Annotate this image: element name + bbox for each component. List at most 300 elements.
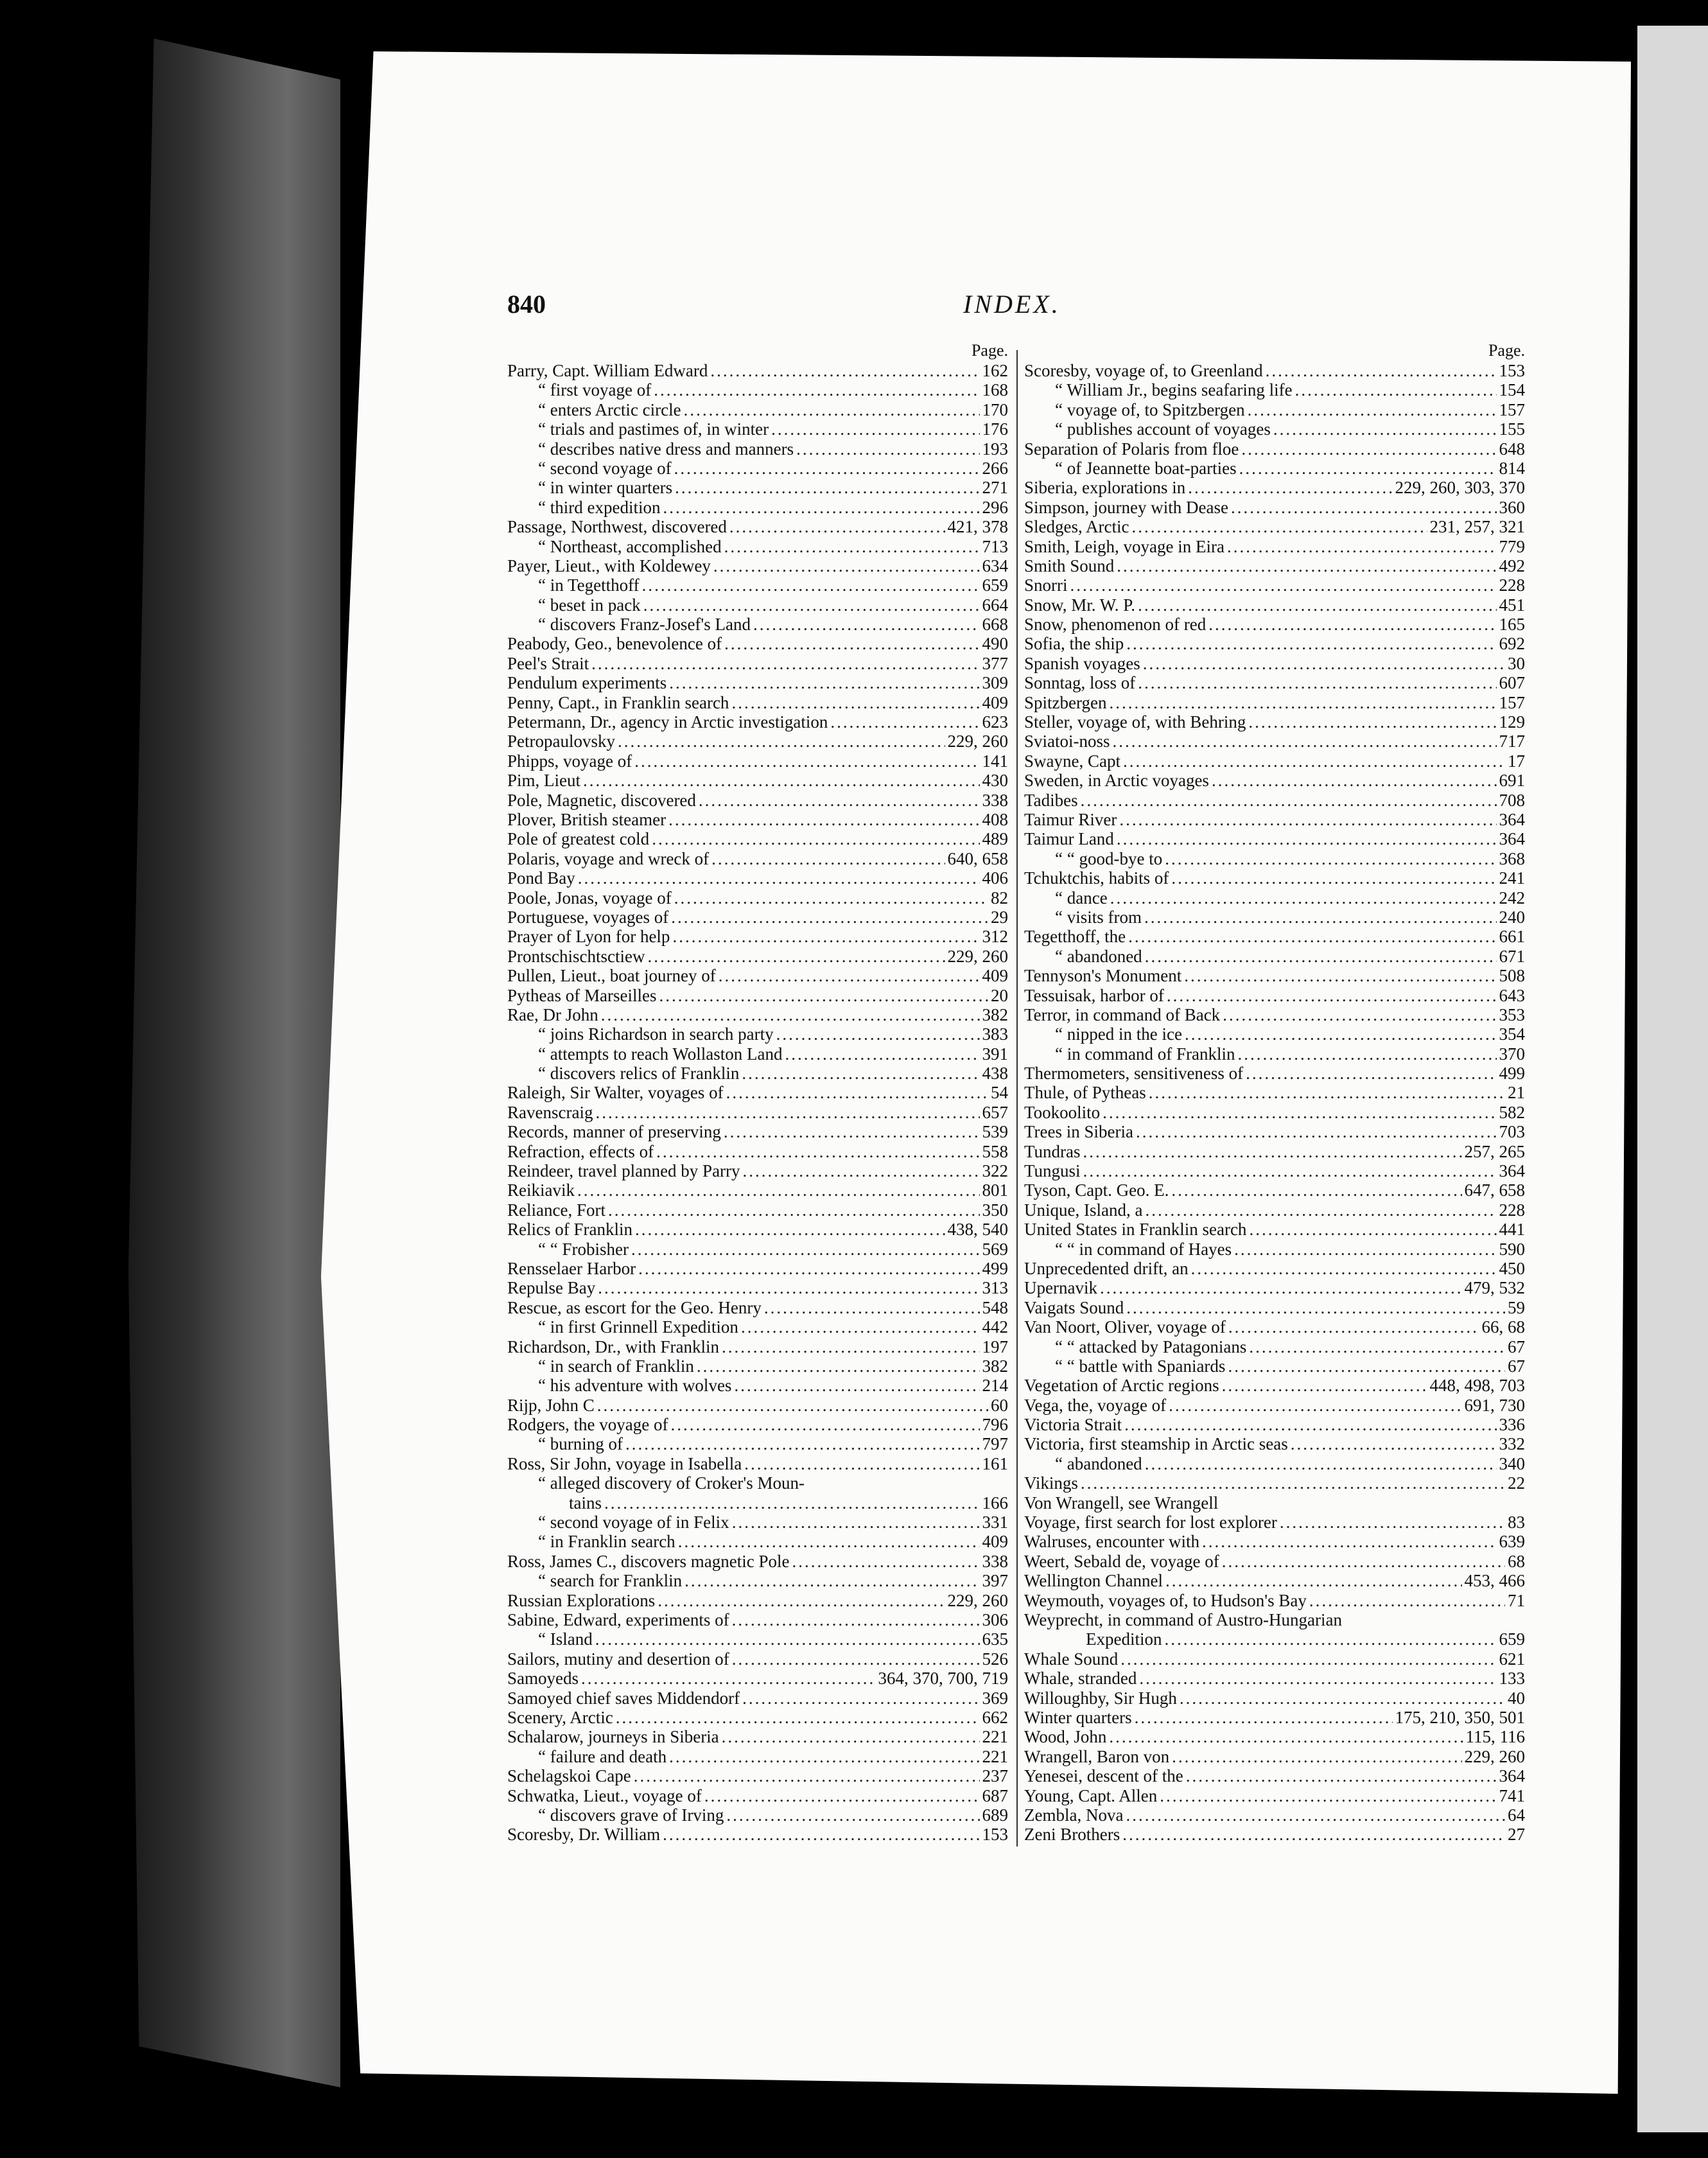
leader-dots bbox=[830, 712, 979, 732]
index-entry bbox=[507, 829, 1008, 848]
index-entry bbox=[1024, 986, 1525, 1005]
leader-dots bbox=[663, 498, 979, 517]
index-entry bbox=[1024, 459, 1525, 478]
index-entry-page: 499 bbox=[1499, 1064, 1525, 1083]
index-entry-text: Willoughby, Sir Hugh bbox=[1024, 1688, 1177, 1708]
index-entry-text: Taimur Land bbox=[1024, 829, 1114, 849]
index-entry-text: Tegetthoff, the bbox=[1024, 927, 1126, 947]
index-entry-text: Samoyed chief saves Middendorf bbox=[507, 1688, 740, 1708]
index-entry-page: 165 bbox=[1499, 615, 1525, 635]
index-entry bbox=[507, 1571, 1008, 1590]
index-entry-text: Reindeer, travel planned by Parry bbox=[507, 1161, 740, 1181]
index-entry-page: 271 bbox=[982, 478, 1008, 498]
index-entry-page: 377 bbox=[982, 653, 1008, 673]
leader-dots bbox=[771, 419, 979, 439]
index-entry-text: Prontschischtsctiew bbox=[507, 946, 645, 966]
index-entry-page: 634 bbox=[982, 556, 1008, 575]
leader-dots bbox=[1126, 634, 1496, 653]
leader-dots bbox=[1171, 868, 1496, 888]
index-entry-text: tains bbox=[569, 1493, 602, 1513]
index-entry bbox=[507, 673, 1008, 692]
index-entry-text: “ William Jr., begins seafaring life bbox=[1055, 380, 1293, 400]
index-entry-page: 779 bbox=[1499, 536, 1525, 556]
index-entry-text: Parry, Capt. William Edward bbox=[507, 361, 708, 380]
leader-dots bbox=[1184, 966, 1496, 985]
index-entry bbox=[1024, 829, 1525, 848]
index-entry-page: 157 bbox=[1499, 399, 1525, 419]
index-entry bbox=[1024, 1278, 1525, 1297]
index-entry bbox=[1024, 751, 1525, 771]
index-entry-page: 30 bbox=[1508, 653, 1525, 673]
index-entry bbox=[507, 771, 1008, 790]
index-entry bbox=[507, 1240, 1008, 1259]
index-entry-page: 369 bbox=[982, 1688, 1008, 1708]
index-entry-page: 438 bbox=[982, 1064, 1008, 1083]
index-entry-text: Spitzbergen bbox=[1024, 692, 1107, 712]
leader-dots bbox=[764, 1298, 980, 1317]
index-entry bbox=[1024, 1298, 1525, 1317]
index-entry bbox=[1024, 361, 1525, 380]
leader-dots bbox=[1172, 1747, 1461, 1766]
index-entry-page: 64 bbox=[1508, 1805, 1525, 1825]
index-entry bbox=[507, 849, 1008, 868]
leader-dots bbox=[1295, 380, 1497, 399]
index-entry bbox=[507, 1532, 1008, 1551]
index-entry-text: Tadibes bbox=[1024, 790, 1078, 810]
index-entry-text: Simpson, journey with Dease bbox=[1024, 497, 1228, 517]
index-entry bbox=[507, 1103, 1008, 1122]
index-entry-page: 691, 730 bbox=[1464, 1395, 1525, 1415]
leader-dots bbox=[1145, 1454, 1497, 1473]
leader-dots bbox=[647, 947, 945, 966]
index-entry-page: 370 bbox=[1499, 1044, 1525, 1064]
index-entry-text: United States in Franklin search bbox=[1024, 1220, 1247, 1240]
index-entry-page: 421, 378 bbox=[947, 517, 1008, 537]
index-entry-text: Tungusi bbox=[1024, 1161, 1081, 1181]
index-entry-page: 22 bbox=[1508, 1473, 1525, 1493]
leader-dots bbox=[1167, 986, 1497, 1005]
index-entry-text: Tennyson's Monument bbox=[1024, 966, 1182, 986]
index-entry-page: 153 bbox=[1499, 361, 1525, 380]
index-entry-page: 499 bbox=[982, 1258, 1008, 1278]
index-entry-page: 661 bbox=[1499, 927, 1525, 947]
leader-dots bbox=[1239, 459, 1497, 478]
index-entry-page: 582 bbox=[1499, 1102, 1525, 1122]
leader-dots bbox=[1191, 1259, 1497, 1278]
index-entry-page: 322 bbox=[982, 1161, 1008, 1181]
leader-dots bbox=[1109, 693, 1496, 712]
leader-dots bbox=[1128, 927, 1496, 946]
index-entry-page: 67 bbox=[1508, 1337, 1525, 1356]
leader-dots bbox=[618, 732, 945, 751]
leader-dots bbox=[652, 829, 979, 848]
index-entry-text: Spanish voyages bbox=[1024, 653, 1140, 673]
index-entry bbox=[507, 1708, 1008, 1727]
index-entry bbox=[507, 654, 1008, 673]
leader-dots bbox=[1131, 517, 1427, 536]
index-entry-text: Reliance, Fort bbox=[507, 1200, 606, 1220]
index-entry bbox=[507, 1629, 1008, 1649]
leader-dots bbox=[1126, 1298, 1505, 1317]
leader-dots bbox=[642, 575, 980, 595]
index-entry-text: Victoria, first steamship in Arctic seas bbox=[1024, 1434, 1288, 1454]
leader-dots bbox=[1139, 1669, 1496, 1688]
index-entry bbox=[1024, 419, 1525, 439]
leader-dots bbox=[1136, 1122, 1497, 1141]
index-entry bbox=[507, 868, 1008, 888]
leader-dots bbox=[678, 1532, 980, 1551]
index-entry-page: 354 bbox=[1499, 1024, 1525, 1044]
index-entry-text: Snow, Mr. W. P. bbox=[1024, 595, 1136, 615]
leader-dots bbox=[726, 1083, 988, 1102]
index-entry-text: Weert, Sebald de, voyage of bbox=[1024, 1551, 1219, 1571]
index-entry bbox=[507, 498, 1008, 517]
index-entry bbox=[1024, 1180, 1525, 1200]
index-entry bbox=[1024, 1454, 1525, 1473]
leader-dots bbox=[674, 888, 988, 908]
index-entry bbox=[507, 1610, 1008, 1629]
index-entry bbox=[507, 751, 1008, 771]
index-entry-page: 741 bbox=[1499, 1785, 1525, 1805]
index-entry bbox=[1024, 1571, 1525, 1590]
leader-dots bbox=[1309, 1591, 1505, 1610]
leader-dots bbox=[601, 1005, 980, 1024]
index-entry-page: 409 bbox=[982, 966, 1008, 986]
index-entry-page: 214 bbox=[982, 1376, 1008, 1396]
leader-dots bbox=[631, 1240, 980, 1259]
leader-dots bbox=[743, 1161, 980, 1180]
index-entry bbox=[1024, 400, 1525, 419]
leader-dots bbox=[595, 1103, 979, 1122]
leader-dots bbox=[1083, 1161, 1497, 1180]
index-entry-page: 20 bbox=[991, 985, 1008, 1005]
index-entry bbox=[507, 1415, 1008, 1434]
index-entry-page: 450 bbox=[1499, 1258, 1525, 1278]
index-entry-text: Records, manner of preserving bbox=[507, 1122, 721, 1142]
index-entry-page: 155 bbox=[1499, 419, 1525, 439]
index-entry-page: 221 bbox=[982, 1746, 1008, 1766]
index-entry-page: 451 bbox=[1499, 595, 1525, 615]
leader-dots bbox=[1234, 1240, 1496, 1259]
leader-dots bbox=[625, 1434, 980, 1453]
index-entry-page: 229, 260 bbox=[1464, 1746, 1525, 1766]
index-entry bbox=[507, 966, 1008, 985]
index-entry-page: 312 bbox=[982, 927, 1008, 947]
index-entry-text: Trees in Siberia bbox=[1024, 1122, 1133, 1142]
leader-dots bbox=[658, 1591, 945, 1610]
index-entry-text: Repulse Bay bbox=[507, 1278, 596, 1298]
index-entry-page: 309 bbox=[982, 673, 1008, 693]
index-entry-text: Pole, Magnetic, discovered bbox=[507, 790, 696, 810]
leader-dots bbox=[1228, 1317, 1479, 1337]
index-entry-text: Zeni Brothers bbox=[1024, 1825, 1120, 1845]
index-entry-page: 438, 540 bbox=[947, 1220, 1008, 1240]
book-cover-edge bbox=[128, 39, 340, 2087]
index-entry-page: 814 bbox=[1499, 458, 1525, 478]
index-entry bbox=[1024, 927, 1525, 946]
index-entry bbox=[1024, 1161, 1525, 1180]
index-entry-page: 353 bbox=[1499, 1004, 1525, 1024]
index-entry-text: Pullen, Lieut., boat journey of bbox=[507, 966, 716, 986]
index-entry-text: Von Wrangell, see Wrangell bbox=[1024, 1493, 1219, 1513]
index-entry bbox=[507, 1493, 1008, 1513]
leader-dots bbox=[634, 1766, 980, 1785]
index-entry bbox=[507, 439, 1008, 459]
index-entry-page: 229, 260, 303, 370 bbox=[1395, 478, 1525, 498]
leader-dots bbox=[1143, 654, 1505, 673]
index-entry bbox=[507, 1083, 1008, 1102]
index-entry-page: 83 bbox=[1508, 1513, 1525, 1532]
index-entry-page: 231, 257, 321 bbox=[1429, 517, 1525, 537]
page-column-label: Page. bbox=[1488, 341, 1525, 360]
index-entry-text: Refraction, effects of bbox=[507, 1141, 654, 1161]
leader-dots bbox=[1102, 1103, 1496, 1122]
index-entry-text: “ in first Grinnell Expedition bbox=[538, 1317, 738, 1337]
index-entry-text: Scoresby, voyage of, to Greenland bbox=[1024, 361, 1263, 380]
index-entry-text: Weyprecht, in command of Austro-Hungarian bbox=[1024, 1610, 1342, 1629]
index-entry-text: Passage, Northwest, discovered bbox=[507, 517, 727, 537]
leader-dots bbox=[669, 673, 979, 692]
index-entry bbox=[507, 575, 1008, 595]
leader-dots bbox=[608, 1200, 980, 1220]
index-entry-text: “ “ attacked by Patagonians bbox=[1055, 1337, 1247, 1356]
index-entry-page: 526 bbox=[982, 1649, 1008, 1669]
index-entry-text: Wood, John bbox=[1024, 1727, 1107, 1747]
index-entry-text: Separation of Polaris from floe bbox=[1024, 439, 1239, 459]
index-entry bbox=[1024, 1376, 1525, 1395]
index-entry-text: Vega, the, voyage of bbox=[1024, 1395, 1167, 1415]
index-entry bbox=[1024, 1493, 1525, 1513]
index-entry-text: Vikings bbox=[1024, 1473, 1078, 1493]
index-entry bbox=[1024, 1727, 1525, 1746]
leader-dots bbox=[684, 400, 980, 419]
index-entry-text: Taimur River bbox=[1024, 809, 1117, 829]
index-entry bbox=[507, 1317, 1008, 1337]
leader-dots bbox=[578, 868, 980, 888]
leader-dots bbox=[1171, 1180, 1461, 1200]
leader-dots bbox=[1231, 498, 1497, 517]
index-entry bbox=[1024, 1064, 1525, 1083]
leader-dots bbox=[1126, 1805, 1505, 1825]
leader-dots bbox=[1138, 673, 1496, 692]
leader-dots bbox=[1165, 849, 1496, 868]
index-entry-page: 66, 68 bbox=[1481, 1317, 1525, 1337]
index-entry bbox=[507, 1142, 1008, 1161]
index-entry-text: “ in winter quarters bbox=[538, 478, 673, 498]
leader-dots bbox=[1169, 1396, 1461, 1415]
index-entry bbox=[507, 400, 1008, 419]
index-entry-page: 801 bbox=[982, 1180, 1008, 1200]
index-entry bbox=[1024, 1005, 1525, 1024]
index-entry-text: “ in command of Franklin bbox=[1055, 1044, 1235, 1064]
index-entry-page: 635 bbox=[982, 1629, 1008, 1649]
leader-dots bbox=[1070, 575, 1497, 595]
leader-dots bbox=[1280, 1513, 1505, 1532]
leader-dots bbox=[1100, 1278, 1462, 1297]
leader-dots bbox=[704, 1786, 980, 1805]
index-entry-page: 228 bbox=[1499, 1200, 1525, 1220]
index-entry bbox=[1024, 1825, 1525, 1844]
index-entry-text: Reikiavik bbox=[507, 1180, 575, 1200]
index-entry-text: Walruses, encounter with bbox=[1024, 1532, 1199, 1552]
leader-dots bbox=[670, 1415, 979, 1434]
index-entry-text: “ publishes account of voyages bbox=[1055, 419, 1271, 439]
index-entry-page: 409 bbox=[982, 1532, 1008, 1552]
leader-dots bbox=[1165, 1571, 1461, 1590]
leader-dots bbox=[635, 1220, 945, 1239]
index-entry-page: 313 bbox=[982, 1278, 1008, 1298]
index-entry bbox=[1024, 498, 1525, 517]
index-entry bbox=[1024, 615, 1525, 634]
index-entry-text: Unique, Island, a bbox=[1024, 1200, 1143, 1220]
leader-dots bbox=[1109, 1727, 1463, 1746]
index-entry bbox=[507, 1786, 1008, 1805]
leader-dots bbox=[581, 1669, 876, 1688]
leader-dots bbox=[1246, 1064, 1496, 1083]
index-entry-text: Scenery, Arctic bbox=[507, 1707, 613, 1727]
index-entry bbox=[1024, 888, 1525, 908]
index-entry-text: Tessuisak, harbor of bbox=[1024, 985, 1164, 1005]
index-entry bbox=[1024, 1786, 1525, 1805]
leader-dots bbox=[1228, 1356, 1505, 1376]
index-entry-page: 21 bbox=[1508, 1083, 1525, 1103]
leader-dots bbox=[598, 1278, 979, 1297]
index-entry bbox=[507, 1337, 1008, 1356]
index-entry-text: Sonntag, loss of bbox=[1024, 673, 1136, 693]
index-entry-page: 368 bbox=[1499, 848, 1525, 868]
leader-dots bbox=[1185, 1024, 1497, 1044]
index-entry-page: 703 bbox=[1499, 1122, 1525, 1142]
index-entry-page: 558 bbox=[982, 1141, 1008, 1161]
index-entry bbox=[1024, 908, 1525, 927]
index-entry bbox=[507, 1805, 1008, 1825]
leader-dots bbox=[1186, 1766, 1497, 1785]
index-entry-text: Siberia, explorations in bbox=[1024, 478, 1186, 498]
leader-dots bbox=[719, 966, 980, 985]
index-entry-text: Poole, Jonas, voyage of bbox=[507, 888, 672, 908]
facing-page-edge bbox=[1637, 26, 1708, 2132]
index-entry bbox=[507, 1278, 1008, 1297]
index-entry bbox=[507, 693, 1008, 712]
index-entry-page: 257, 265 bbox=[1464, 1141, 1525, 1161]
index-entry bbox=[1024, 380, 1525, 399]
leader-dots bbox=[672, 927, 979, 946]
index-entry bbox=[1024, 478, 1525, 497]
index-entry-text: Tchuktchis, habits of bbox=[1024, 868, 1169, 888]
index-entry-page: 490 bbox=[982, 634, 1008, 654]
leader-dots bbox=[1124, 1415, 1496, 1434]
index-entry-page: 659 bbox=[982, 575, 1008, 595]
index-entry-text: Sledges, Arctic bbox=[1024, 517, 1129, 537]
index-entry-page: 621 bbox=[1499, 1649, 1525, 1669]
index-entry bbox=[507, 791, 1008, 810]
index-entry-text: Ross, James C., discovers magnetic Pole bbox=[507, 1551, 790, 1571]
leader-dots bbox=[732, 1610, 980, 1629]
index-entry bbox=[507, 595, 1008, 615]
index-entry bbox=[507, 1649, 1008, 1669]
leader-dots bbox=[1164, 1629, 1496, 1649]
index-entry-page: 659 bbox=[1499, 1629, 1525, 1649]
index-entry-text: “ failure and death bbox=[538, 1746, 667, 1766]
leader-dots bbox=[753, 615, 979, 634]
leader-dots bbox=[577, 1180, 980, 1200]
leader-dots bbox=[792, 1552, 979, 1571]
index-entry-page: 170 bbox=[982, 399, 1008, 419]
index-entry-text: “ second voyage of in Felix bbox=[538, 1513, 729, 1532]
leader-dots bbox=[1119, 810, 1496, 829]
index-entry bbox=[507, 1434, 1008, 1453]
leader-dots bbox=[659, 986, 988, 1005]
index-entry bbox=[1024, 1434, 1525, 1453]
index-entry-page: 229, 260 bbox=[947, 1590, 1008, 1610]
leader-dots bbox=[710, 361, 979, 380]
leader-dots bbox=[634, 751, 979, 771]
leader-dots bbox=[722, 1337, 980, 1356]
page-number: 840 bbox=[507, 290, 546, 319]
index-entry-text: Voyage, first search for lost explorer bbox=[1024, 1513, 1277, 1532]
index-entry-page: 430 bbox=[982, 771, 1008, 791]
index-entry bbox=[1024, 1122, 1525, 1141]
leader-dots bbox=[713, 556, 980, 575]
index-entry-page: 241 bbox=[1499, 868, 1525, 888]
index-entry-text: Ross, Sir John, voyage in Isabella bbox=[507, 1453, 742, 1473]
index-entry-text: “ discovers grave of Irving bbox=[538, 1805, 724, 1825]
index-entry bbox=[1024, 1689, 1525, 1708]
index-entry-page: 71 bbox=[1508, 1590, 1525, 1610]
index-entry-page: 364 bbox=[1499, 829, 1525, 849]
index-entry bbox=[507, 1220, 1008, 1239]
index-entry-page: 640, 658 bbox=[947, 848, 1008, 868]
leader-dots bbox=[583, 771, 980, 790]
index-entry-page: 54 bbox=[991, 1083, 1008, 1103]
index-entry-page: 708 bbox=[1499, 790, 1525, 810]
index-entry-page: 397 bbox=[982, 1571, 1008, 1591]
index-entry bbox=[1024, 673, 1525, 692]
index-entry-text: Thule, of Pytheas bbox=[1024, 1083, 1146, 1103]
leader-dots bbox=[1248, 400, 1497, 419]
index-entry bbox=[1024, 517, 1525, 536]
index-entry bbox=[507, 615, 1008, 634]
index-entry-page: 141 bbox=[982, 751, 1008, 771]
index-entry-page: 406 bbox=[982, 868, 1008, 888]
index-entry-page: 221 bbox=[982, 1727, 1008, 1747]
index-entry bbox=[1024, 1532, 1525, 1551]
index-entry-page: 296 bbox=[982, 497, 1008, 517]
index-entry bbox=[507, 1552, 1008, 1571]
index-entry-text: Young, Capt. Allen bbox=[1024, 1785, 1158, 1805]
index-entry-text: Samoyeds bbox=[507, 1669, 579, 1689]
index-entry-text: Rodgers, the voyage of bbox=[507, 1415, 668, 1435]
index-entry-page: 441 bbox=[1499, 1220, 1525, 1240]
index-entry-text: Zembla, Nova bbox=[1024, 1805, 1124, 1825]
index-entry-text: Wellington Channel bbox=[1024, 1571, 1163, 1591]
index-entry bbox=[1024, 1708, 1525, 1727]
index-entry-text: “ search for Franklin bbox=[538, 1571, 683, 1591]
index-entry-text: Expedition bbox=[1086, 1629, 1162, 1649]
leader-dots bbox=[671, 908, 988, 927]
index-entry bbox=[507, 1376, 1008, 1395]
leader-dots bbox=[1110, 888, 1497, 908]
index-entry bbox=[507, 1356, 1008, 1376]
index-entry-page: 336 bbox=[1499, 1415, 1525, 1435]
index-entry-page: 115, 116 bbox=[1465, 1727, 1525, 1747]
index-entry-text: Sweden, in Arctic voyages bbox=[1024, 771, 1209, 791]
index-entry-text: “ voyage of, to Spitzbergen bbox=[1055, 399, 1245, 419]
index-entry-text: Schalarow, journeys in Siberia bbox=[507, 1727, 719, 1747]
index-entry bbox=[1024, 654, 1525, 673]
index-entry bbox=[507, 556, 1008, 575]
index-entry bbox=[1024, 1552, 1525, 1571]
